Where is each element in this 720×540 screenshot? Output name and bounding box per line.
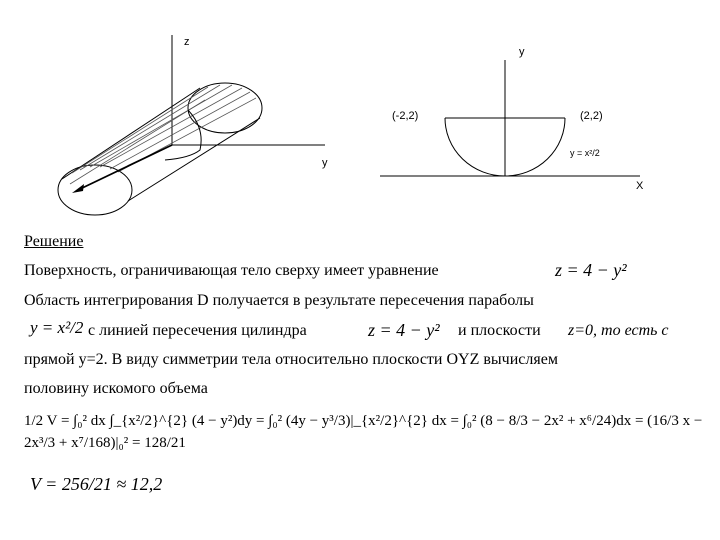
axis-label-y-left: y [322,157,328,169]
formula-integral-main: 1/2 V = ∫₀² dx ∫_{x²/2}^{2} (4 − y²)dy = ∫₀² (4y − y³/3)|_{x²/2}^{2} dx = ∫₀² (8 − 8/3 − 2x² + x⁶/24)dx = (16/3 x − 2x³/3 + x⁷/168)|₀² = 128/21 [24,413,703,451]
formula-result: V = 256/21 ≈ 12,2 [30,474,163,494]
axis-label-z: z [184,36,190,48]
solution-line-3a: с линией пересечения цилиндра [88,322,307,339]
solution-line-1: Поверхность, ограничивающая тело сверху имеет уравнение [24,262,439,279]
solution-line-4: прямой y=2. В виду симметрии тела относительно плоскости OYZ вычисляем [24,351,558,368]
solution-heading: Решение [24,233,84,250]
solution-line-3c: z=0, то есть с [568,322,669,339]
formula-parabola: y = x²/2 [30,318,84,337]
point-label-left: (-2,2) [392,110,419,122]
cylinder-figure [0,0,360,230]
formula-surface: z = 4 − y² [555,260,627,280]
axis-label-y-right: y [519,46,525,58]
formula-cylinder: z = 4 − y² [368,320,440,340]
axis-label-x: X [636,180,644,192]
solution-line-2: Область интегрирования D получается в результате пересечения параболы [24,292,534,309]
solution-line-5: половину искомого объема [24,380,208,397]
point-label-right: (2,2) [580,110,603,122]
solution-line-3b: и плоскости [458,322,541,339]
curve-equation: y = x²/2 [570,148,600,158]
